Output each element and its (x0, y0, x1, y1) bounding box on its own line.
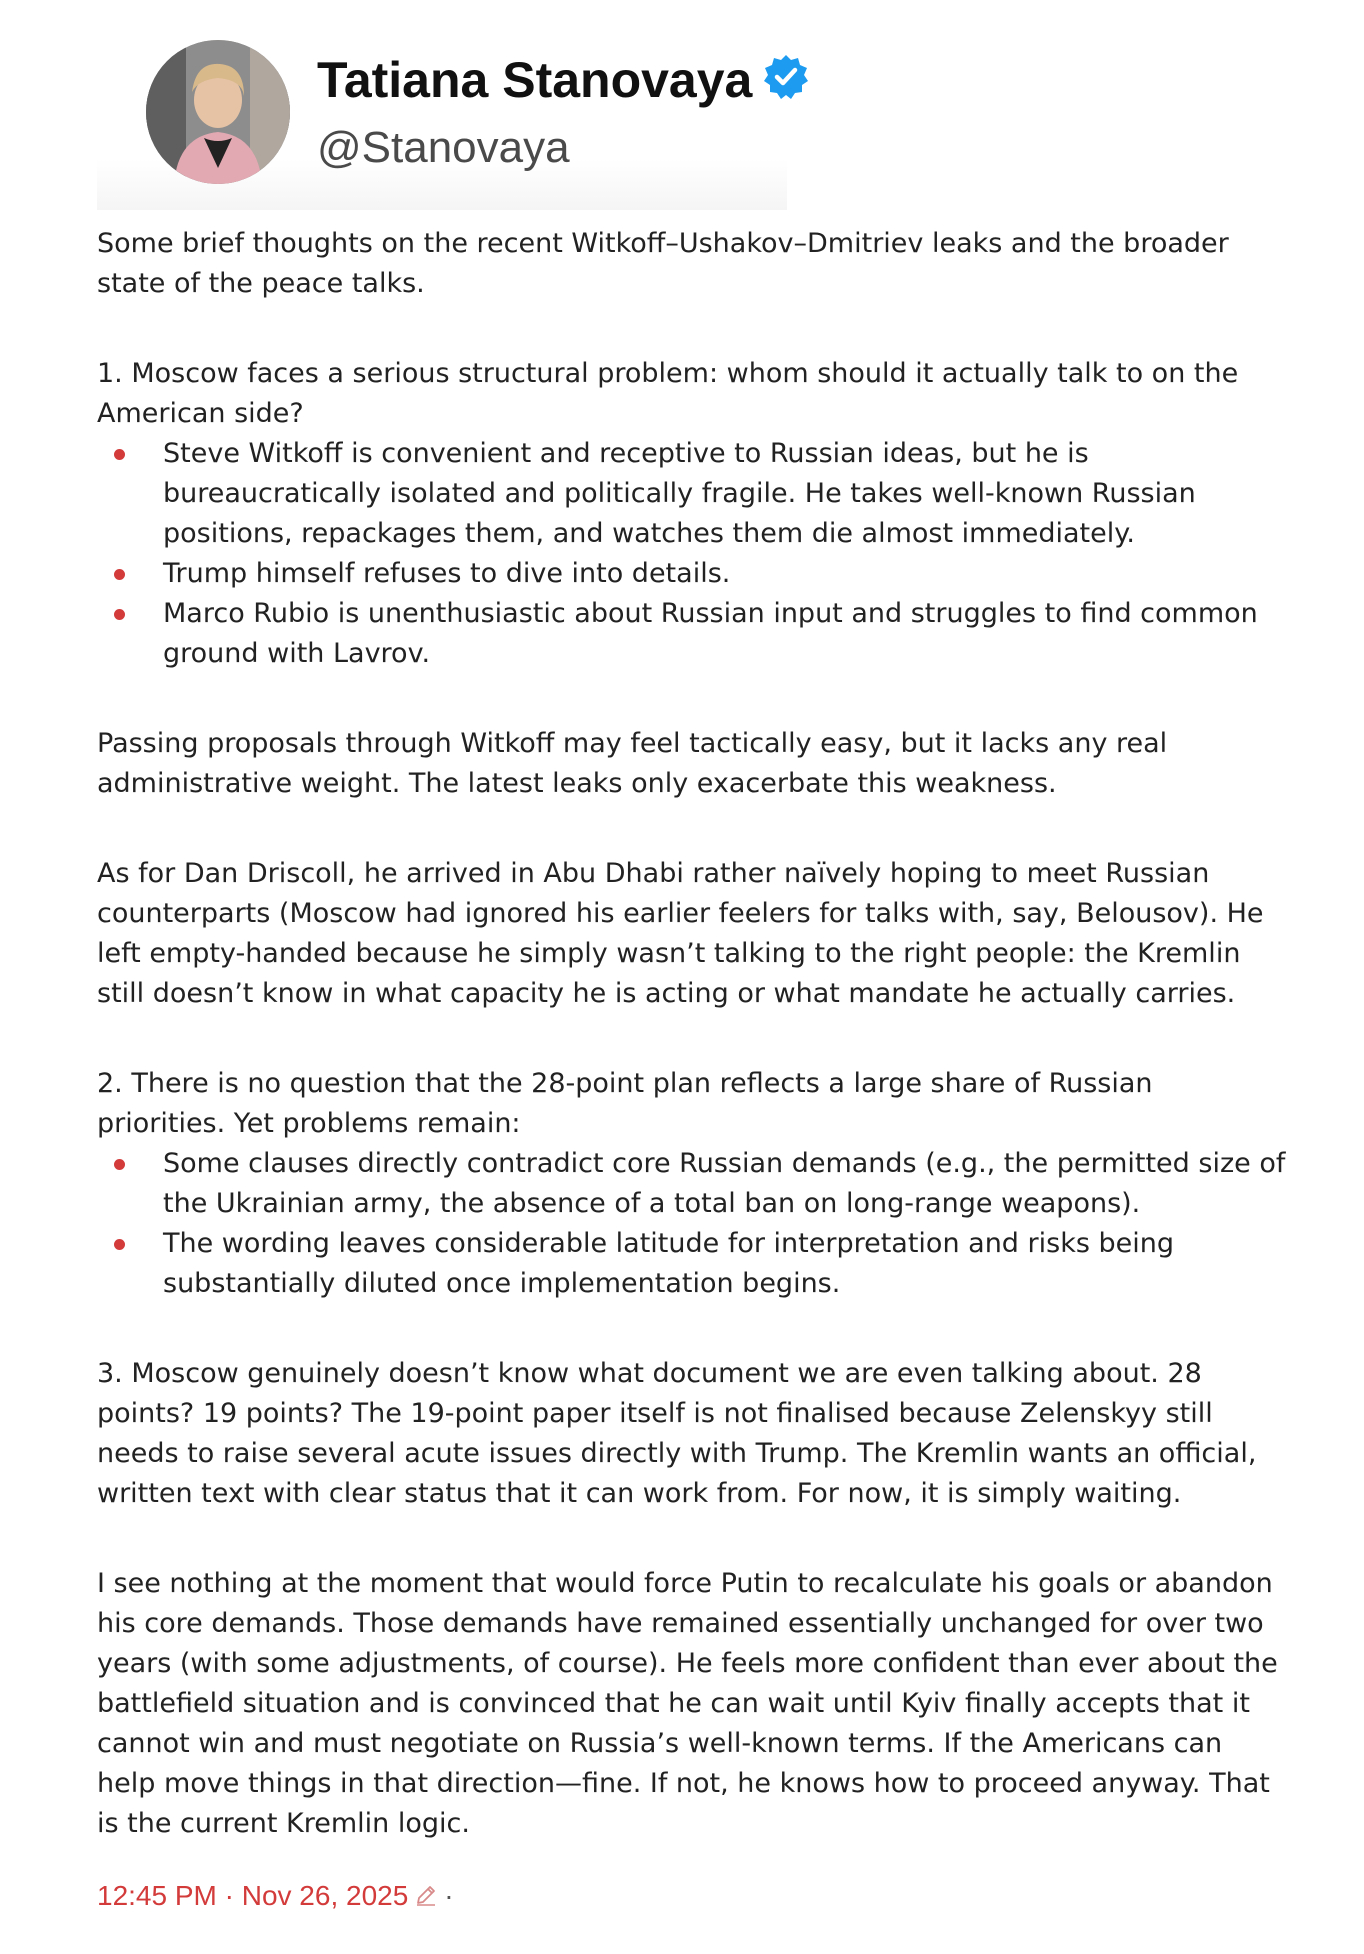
point-1-bullets (97, 434, 1287, 674)
intro-paragraph: Some brief thoughts on the recent Witkoff–Ushakov–Dmitriev leaks and the broader state of the peace talks. (97, 228, 1229, 299)
post-timestamp[interactable] (97, 1880, 454, 1912)
avatar-image (146, 40, 290, 184)
timestamp-text: 12:45 PM · Nov 26, 2025 (97, 1880, 409, 1911)
conclusion-paragraph: I see nothing at the moment that would force Putin to recalculate his goals or abandon his core demands. Those demands have remained essentially unchanged for over two years (with some adjustments, of course). He feels more confident than ever about the battlefield situation and is convinced that he can wait until Kyiv finally accepts that it cannot win and must negotiate on Russia’s well-known terms. If the Americans can help move things in that direction—fine. If not, he knows how to proceed anyway. That is the current Kremlin logic. (97, 1568, 1278, 1839)
display-name-text: Tatiana Stanovaya (317, 52, 753, 108)
display-name[interactable] (317, 50, 810, 110)
user-handle[interactable]: @Stanovaya (317, 123, 570, 172)
bullet-wording: The wording leaves considerable latitude for interpretation and risks being substantially diluted once implementation begins. (97, 1224, 1287, 1304)
point-1: 1. Moscow faces a serious structural problem: whom should it actually talk to on the American side? (97, 358, 1239, 429)
edit-pencil-icon[interactable] (414, 1883, 438, 1907)
verified-badge-icon (762, 53, 810, 101)
driscoll-paragraph: As for Dan Driscoll, he arrived in Abu Dhabi rather naïvely hoping to meet Russian counterparts (Moscow had ignored his earlier feelers for talks with, say, Belousov). He left empty-handed because he simply wasn’t talking to the right people: the Kremlin still doesn’t know in what capacity he is acting or what mandate he actually carries. (97, 858, 1264, 1009)
point-3: 3. Moscow genuinely doesn’t know what document we are even talking about. 28 points? 19 points? The 19-point paper itself is not finalised because Zelenskyy still needs to raise several acute issues directly with Trump. The Kremlin wants an official, written text with clear status that it can work from. For now, it is simply waiting. (97, 1358, 1257, 1509)
separator-dot: · (444, 1880, 454, 1911)
bullet-clauses: Some clauses directly contradict core Russian demands (e.g., the permitted size of the Ukrainian army, the absence of a total ban on long-range weapons). (97, 1144, 1287, 1224)
witkoff-paragraph: Passing proposals through Witkoff may feel tactically easy, but it lacks any real administrative weight. The latest leaks only exacerbate this weakness. (97, 728, 1168, 799)
point-2-bullets (97, 1144, 1287, 1304)
avatar[interactable] (146, 40, 290, 184)
point-2: 2. There is no question that the 28-point plan reflects a large share of Russian priorities. Yet problems remain: (97, 1068, 1153, 1139)
bullet-witkoff: Steve Witkoff is convenient and receptive to Russian ideas, but he is bureaucratically isolated and politically fragile. He takes well-known Russian positions, repackages them, and watches them die almost immediately. (97, 434, 1287, 554)
bullet-trump: Trump himself refuses to dive into details. (97, 554, 1287, 594)
bullet-rubio: Marco Rubio is unenthusiastic about Russian input and struggles to find common ground with Lavrov. (97, 594, 1287, 674)
post-body (97, 224, 1287, 1844)
